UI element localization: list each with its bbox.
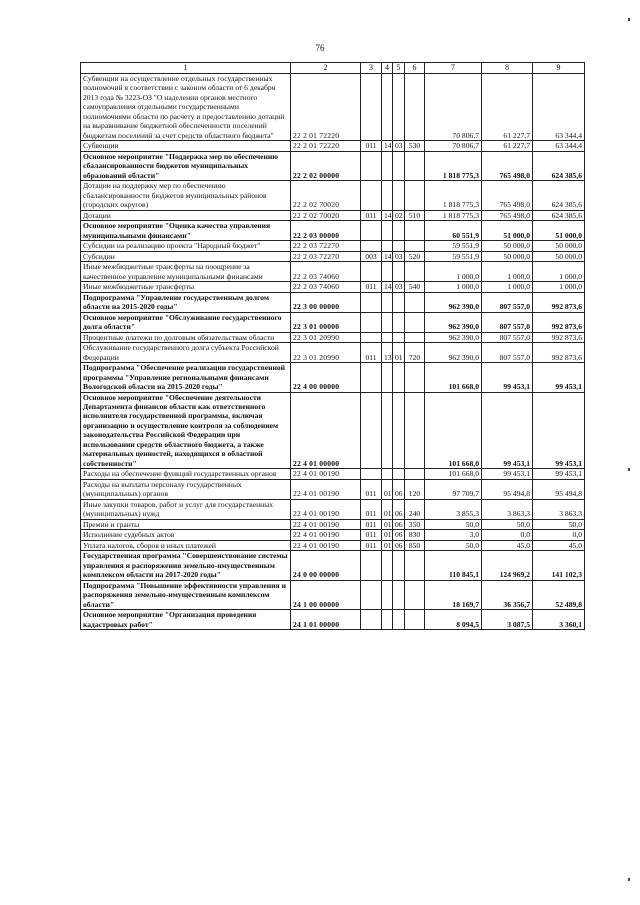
cell-c5: 03 [393, 251, 405, 261]
cell-v7: 3 855,3 [425, 499, 482, 519]
cell-name: Основное мероприятие "Поддержка мер по обеспечению сбалансированности бюджетов муниципальных образований области" [81, 151, 291, 180]
cell-v7: 1 000,0 [425, 282, 482, 292]
cell-c6: 350 [405, 519, 425, 529]
cell-c6: 850 [405, 540, 425, 550]
cell-v9: 50 000,0 [533, 241, 585, 251]
table-row [81, 530, 585, 540]
cell-v9: 52 489,8 [533, 580, 585, 609]
cell-c5 [393, 151, 405, 180]
cell-code: 22 3 01 20990 [291, 332, 361, 342]
cell-v8: 99 453,1 [482, 469, 533, 479]
cell-v8: 765 498,0 [482, 151, 533, 180]
cell-c4 [382, 332, 393, 342]
column-number: 8 [482, 63, 533, 74]
column-number: 9 [533, 63, 585, 74]
cell-c4 [382, 392, 393, 469]
cell-c3: 011 [361, 499, 382, 519]
cell-v8: 765 498,0 [482, 181, 533, 210]
cell-v7: 50,0 [425, 519, 482, 529]
cell-c5: 06 [393, 479, 405, 499]
cell-v7: 962 390,0 [425, 332, 482, 342]
cell-c5: 03 [393, 282, 405, 292]
cell-v7: 110 845,1 [425, 551, 482, 580]
cell-v9: 1 000,0 [533, 282, 585, 292]
table-row [81, 499, 585, 519]
cell-c6: 720 [405, 343, 425, 363]
cell-c4: 01 [382, 540, 393, 550]
cell-code: 22 2 03 00000 [291, 221, 361, 241]
cell-v8: 3 863,3 [482, 499, 533, 519]
column-number: 3 [361, 63, 382, 74]
table-row [81, 610, 585, 630]
cell-c5 [393, 181, 405, 210]
cell-v8: 1 000,0 [482, 262, 533, 282]
table-row [81, 74, 585, 141]
cell-c5: 02 [393, 210, 405, 220]
cell-v7: 50,0 [425, 540, 482, 550]
cell-name: Иные закупки товаров, работ и услуг для государственных (муниципальных) нужд [81, 499, 291, 519]
cell-v8: 807 557,0 [482, 292, 533, 312]
cell-c4 [382, 292, 393, 312]
cell-code: 22 2 02 00000 [291, 151, 361, 180]
cell-c3 [361, 74, 382, 141]
cell-c3 [361, 181, 382, 210]
table-row [81, 262, 585, 282]
cell-c5 [393, 363, 405, 392]
cell-name: Субвенции [81, 141, 291, 151]
cell-name: Субсидии [81, 251, 291, 261]
cell-v8: 124 969,2 [482, 551, 533, 580]
cell-v9: 992 873,6 [533, 292, 585, 312]
cell-c3 [361, 580, 382, 609]
cell-c3: 011 [361, 282, 382, 292]
cell-c6 [405, 392, 425, 469]
cell-c5 [393, 292, 405, 312]
table-row [81, 181, 585, 210]
cell-c6: 520 [405, 251, 425, 261]
cell-c3 [361, 221, 382, 241]
cell-c5 [393, 221, 405, 241]
cell-v7: 59 551,9 [425, 251, 482, 261]
cell-c3: 003 [361, 251, 382, 261]
column-number: 4 [382, 63, 393, 74]
cell-code: 22 2 01 72220 [291, 141, 361, 151]
cell-c5: 06 [393, 519, 405, 529]
cell-c4: 01 [382, 519, 393, 529]
cell-v7: 101 668,0 [425, 392, 482, 469]
cell-name: Исполнение судебных актов [81, 530, 291, 540]
cell-name: Основное мероприятие "Организация проведения кадастровых работ" [81, 610, 291, 630]
cell-c6 [405, 241, 425, 251]
cell-c6 [405, 580, 425, 609]
cell-name: Дотации [81, 210, 291, 220]
table-row [81, 292, 585, 312]
cell-v9: 992 873,6 [533, 312, 585, 332]
cell-c5: 01 [393, 343, 405, 363]
cell-name: Премии и гранты [81, 519, 291, 529]
cell-v8: 50 000,0 [482, 251, 533, 261]
cell-c3: 011 [361, 343, 382, 363]
cell-c6 [405, 312, 425, 332]
cell-name: Подпрограмма "Обеспечение реализации государственной программы "Управление региональными финансами Вологодской области на 2015-2020 годы" [81, 363, 291, 392]
cell-v9: 50,0 [533, 519, 585, 529]
table-row [81, 332, 585, 342]
column-number: 2 [291, 63, 361, 74]
cell-v9: 99 453,1 [533, 363, 585, 392]
cell-name: Расходы на обеспечение функций государственных органов [81, 469, 291, 479]
table-row [81, 221, 585, 241]
cell-name: Субвенции на осуществление отдельных государственных полномочий в соответствии с законом области от 6 декабря 2013 года № 3223-ОЗ "О наделении органов местного самоуправления отдельными государственными полномочиями области по расчету и предоставлению дотаций на выравнивание бюджетной обеспеченности поселений бюджетам поселений за счет средств областного бюджета" [81, 74, 291, 141]
cell-code: 22 4 01 00000 [291, 392, 361, 469]
cell-v9: 3 863,3 [533, 499, 585, 519]
cell-v8: 99 453,1 [482, 392, 533, 469]
cell-name: Основное мероприятие "Обслуживание государственного долга области" [81, 312, 291, 332]
cell-c6: 830 [405, 530, 425, 540]
cell-c4 [382, 312, 393, 332]
cell-c6 [405, 551, 425, 580]
cell-c3: 011 [361, 519, 382, 529]
cell-c4: 01 [382, 499, 393, 519]
cell-v7: 101 668,0 [425, 469, 482, 479]
cell-v7: 8 094,5 [425, 610, 482, 630]
cell-c4 [382, 610, 393, 630]
page-number: 76 [315, 43, 325, 53]
column-number-row [81, 63, 585, 74]
cell-c5 [393, 262, 405, 282]
cell-c4 [382, 241, 393, 251]
cell-v9: 992 873,6 [533, 332, 585, 342]
cell-v7: 962 390,0 [425, 343, 482, 363]
cell-code: 22 3 01 00000 [291, 312, 361, 332]
cell-c3 [361, 610, 382, 630]
cell-v7: 1 818 775,3 [425, 181, 482, 210]
table-row [81, 363, 585, 392]
cell-v9: 99 453,1 [533, 469, 585, 479]
column-number: 7 [425, 63, 482, 74]
cell-code: 22 2 03 74060 [291, 282, 361, 292]
cell-c3 [361, 241, 382, 251]
cell-code: 24 0 00 00000 [291, 551, 361, 580]
cell-c4: 01 [382, 479, 393, 499]
scan-edge-mark [628, 18, 630, 21]
cell-v8: 51 000,0 [482, 221, 533, 241]
cell-c5 [393, 241, 405, 251]
table-row [81, 241, 585, 251]
cell-c6 [405, 151, 425, 180]
cell-v9: 141 102,3 [533, 551, 585, 580]
cell-c6 [405, 469, 425, 479]
budget-table [80, 62, 585, 630]
cell-v9: 63 344,4 [533, 74, 585, 141]
cell-c5 [393, 312, 405, 332]
cell-c6 [405, 292, 425, 312]
cell-v7: 70 806,7 [425, 74, 482, 141]
cell-v8: 50 000,0 [482, 241, 533, 251]
cell-v8: 3 087,5 [482, 610, 533, 630]
cell-v9: 99 453,1 [533, 392, 585, 469]
cell-v8: 807 557,0 [482, 312, 533, 332]
cell-c4 [382, 74, 393, 141]
cell-v8: 45,0 [482, 540, 533, 550]
table-row [81, 551, 585, 580]
cell-name: Уплата налогов, сборов и иных платежей [81, 540, 291, 550]
table-row [81, 210, 585, 220]
table-row [81, 141, 585, 151]
cell-name: Дотации на поддержку мер по обеспечению сбалансированности бюджетов муниципальных районов (городских округов) [81, 181, 291, 210]
cell-v8: 0,0 [482, 530, 533, 540]
cell-name: Субсидии на реализацию проекта "Народный бюджет" [81, 241, 291, 251]
cell-v8: 95 494,8 [482, 479, 533, 499]
cell-code: 22 2 02 70020 [291, 181, 361, 210]
cell-code: 22 3 00 00000 [291, 292, 361, 312]
cell-c4: 13 [382, 343, 393, 363]
cell-c6 [405, 262, 425, 282]
cell-c4: 14 [382, 251, 393, 261]
cell-v8: 36 356,7 [482, 580, 533, 609]
cell-c3 [361, 262, 382, 282]
cell-name: Иные межбюджетные трансферты на поощрение за качественное управление муниципальными финансами [81, 262, 291, 282]
cell-c5 [393, 610, 405, 630]
cell-name: Государственная программа "Совершенствование системы управления и распоряжения земельно-имущественным комплексом области на 2017-2020 годы" [81, 551, 291, 580]
cell-name: Основное мероприятие "Обеспечение деятельности Департамента финансов области как ответственного исполнителя государственной программы, включая организацию и осуществление контроля за соблюдением законодательства Российской Федерации при использовании средств областного бюджета, а также материальных ценностей, находящихся в областной собственности" [81, 392, 291, 469]
cell-c5: 06 [393, 530, 405, 540]
cell-c6 [405, 332, 425, 342]
cell-v8: 61 227,7 [482, 141, 533, 151]
cell-c5: 03 [393, 141, 405, 151]
cell-c3 [361, 469, 382, 479]
cell-c4 [382, 469, 393, 479]
cell-code: 22 2 03 72270 [291, 241, 361, 251]
cell-v7: 1 818 775,3 [425, 210, 482, 220]
cell-c4 [382, 580, 393, 609]
cell-c6: 120 [405, 479, 425, 499]
cell-v7: 3,0 [425, 530, 482, 540]
cell-c5 [393, 551, 405, 580]
cell-v9: 3 360,1 [533, 610, 585, 630]
cell-c6 [405, 181, 425, 210]
cell-c6: 540 [405, 282, 425, 292]
cell-v9: 0,0 [533, 530, 585, 540]
column-number: 1 [81, 63, 291, 74]
cell-c5: 06 [393, 540, 405, 550]
table-row [81, 479, 585, 499]
table-row [81, 519, 585, 529]
cell-v7: 962 390,0 [425, 312, 482, 332]
cell-c3: 011 [361, 141, 382, 151]
table-row [81, 251, 585, 261]
table-row [81, 580, 585, 609]
cell-c6 [405, 221, 425, 241]
cell-c3: 011 [361, 530, 382, 540]
cell-code: 22 4 01 00190 [291, 530, 361, 540]
cell-v9: 624 385,6 [533, 151, 585, 180]
column-number: 6 [405, 63, 425, 74]
cell-v7: 97 709,7 [425, 479, 482, 499]
cell-c6 [405, 363, 425, 392]
cell-c5 [393, 580, 405, 609]
cell-v9: 63 344,4 [533, 141, 585, 151]
cell-c4 [382, 181, 393, 210]
cell-code: 24 1 01 00000 [291, 610, 361, 630]
cell-c3 [361, 151, 382, 180]
cell-name: Иные межбюджетные трансферты [81, 282, 291, 292]
cell-c3 [361, 292, 382, 312]
table-row [81, 151, 585, 180]
cell-c3 [361, 312, 382, 332]
table-row [81, 540, 585, 550]
cell-v9: 51 000,0 [533, 221, 585, 241]
cell-c4 [382, 551, 393, 580]
cell-name: Процентные платежи по долговым обязательствам области [81, 332, 291, 342]
cell-c5 [393, 332, 405, 342]
cell-v9: 50 000,0 [533, 251, 585, 261]
cell-c3 [361, 392, 382, 469]
cell-v8: 807 557,0 [482, 343, 533, 363]
cell-code: 22 2 01 72220 [291, 74, 361, 141]
cell-c3: 011 [361, 540, 382, 550]
cell-c3 [361, 363, 382, 392]
cell-name: Основное мероприятие "Оценка качества управления муниципальными финансами" [81, 221, 291, 241]
cell-code: 22 4 01 00190 [291, 499, 361, 519]
table-row [81, 469, 585, 479]
table-row [81, 312, 585, 332]
cell-name: Обслуживание государственного долга субъекта Российской Федерации [81, 343, 291, 363]
cell-v9: 624 385,6 [533, 181, 585, 210]
cell-c5 [393, 74, 405, 141]
cell-code: 22 2 03 72270 [291, 251, 361, 261]
cell-v8: 807 557,0 [482, 332, 533, 342]
cell-v9: 992 873,6 [533, 343, 585, 363]
cell-v7: 1 818 775,3 [425, 151, 482, 180]
cell-v9: 624 385,6 [533, 210, 585, 220]
cell-v7: 1 000,0 [425, 262, 482, 282]
cell-v9: 1 000,0 [533, 262, 585, 282]
cell-name: Расходы на выплаты персоналу государственных (муниципальных) органов [81, 479, 291, 499]
cell-code: 22 3 01 20990 [291, 343, 361, 363]
cell-c5: 06 [393, 499, 405, 519]
cell-v8: 50,0 [482, 519, 533, 529]
cell-c5 [393, 392, 405, 469]
cell-v7: 70 806,7 [425, 141, 482, 151]
cell-v7: 60 551,9 [425, 221, 482, 241]
cell-v8: 61 227,7 [482, 74, 533, 141]
table-row [81, 343, 585, 363]
cell-c4: 01 [382, 530, 393, 540]
cell-code: 22 4 01 00190 [291, 540, 361, 550]
cell-code: 22 4 01 00190 [291, 469, 361, 479]
cell-code: 22 2 02 70020 [291, 210, 361, 220]
cell-c6 [405, 74, 425, 141]
cell-v7: 18 169,7 [425, 580, 482, 609]
cell-code: 24 1 00 00000 [291, 580, 361, 609]
cell-name: Подпрограмма "Повышение эффективности управления и распоряжения земельно-имущественным комплексом области" [81, 580, 291, 609]
cell-c6 [405, 610, 425, 630]
cell-c6: 530 [405, 141, 425, 151]
cell-code: 22 2 03 74060 [291, 262, 361, 282]
cell-c4 [382, 151, 393, 180]
cell-code: 22 4 01 00190 [291, 479, 361, 499]
cell-v9: 95 494,8 [533, 479, 585, 499]
scan-edge-mark [628, 878, 630, 881]
cell-v7: 59 551,9 [425, 241, 482, 251]
cell-c4: 14 [382, 282, 393, 292]
cell-c4: 14 [382, 141, 393, 151]
cell-c6: 510 [405, 210, 425, 220]
cell-code: 22 4 01 00190 [291, 519, 361, 529]
cell-c4: 14 [382, 210, 393, 220]
cell-c4 [382, 221, 393, 241]
cell-v8: 99 453,1 [482, 363, 533, 392]
table-row [81, 282, 585, 292]
cell-c3: 011 [361, 479, 382, 499]
cell-name: Подпрограмма "Управление государственным долгом области на 2015-2020 годы" [81, 292, 291, 312]
scan-edge-mark [628, 468, 630, 471]
table-row [81, 392, 585, 469]
cell-c4 [382, 363, 393, 392]
cell-v7: 962 390,0 [425, 292, 482, 312]
cell-c6: 240 [405, 499, 425, 519]
cell-c5 [393, 469, 405, 479]
cell-c4 [382, 262, 393, 282]
cell-v7: 101 668,0 [425, 363, 482, 392]
cell-c3 [361, 551, 382, 580]
cell-v9: 45,0 [533, 540, 585, 550]
cell-v8: 1 000,0 [482, 282, 533, 292]
cell-code: 22 4 00 00000 [291, 363, 361, 392]
column-number: 5 [393, 63, 405, 74]
cell-v8: 765 498,0 [482, 210, 533, 220]
cell-c3: 011 [361, 210, 382, 220]
cell-c3 [361, 332, 382, 342]
